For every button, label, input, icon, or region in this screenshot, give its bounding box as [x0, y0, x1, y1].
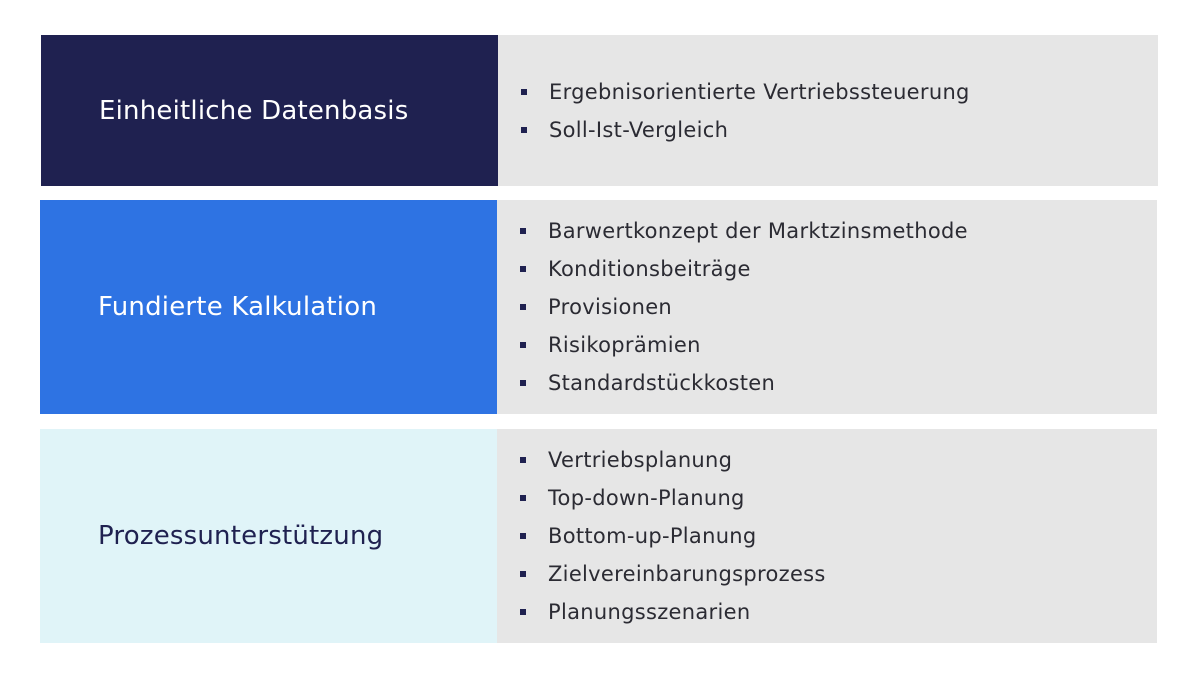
list-item-text: Zielvereinbarungsprozess	[548, 562, 826, 586]
list-item	[520, 479, 1157, 517]
list-item	[520, 555, 1157, 593]
row-prozessunterstuetzung	[40, 429, 1157, 643]
list-item	[520, 212, 1157, 250]
bullet-square-icon	[520, 342, 526, 348]
bullet-square-icon	[520, 609, 526, 615]
list-item	[520, 250, 1157, 288]
bullet-square-icon	[520, 228, 526, 234]
list-item	[521, 111, 1158, 149]
list-item	[520, 441, 1157, 479]
list-item-text: Vertriebsplanung	[548, 448, 733, 472]
bullet-square-icon	[520, 571, 526, 577]
list-item-text: Ergebnisorientierte Vertriebssteuerung	[549, 79, 970, 104]
list-item-text: Barwertkonzept der Marktzinsmethode	[548, 219, 968, 243]
list-item-text: Bottom-up-Planung	[548, 524, 757, 548]
list-item	[520, 517, 1157, 555]
list-item-text: Top-down-Planung	[548, 486, 745, 510]
bullet-square-icon	[520, 380, 526, 386]
bullet-square-icon	[521, 89, 527, 95]
bullet-square-icon	[520, 495, 526, 501]
list-item-text: Planungsszenarien	[548, 600, 751, 624]
bullet-list	[497, 429, 1157, 643]
list-item-text: Soll-Ist-Vergleich	[549, 117, 729, 142]
list-item	[520, 288, 1157, 326]
row-fundierte-kalkulation	[40, 200, 1157, 414]
bullet-square-icon	[520, 266, 526, 272]
row-title: Fundierte Kalkulation	[40, 200, 497, 414]
bullet-square-icon	[520, 457, 526, 463]
row-einheitliche-datenbasis	[41, 35, 1158, 186]
row-title: Einheitliche Datenbasis	[41, 35, 498, 186]
list-item-text: Konditionsbeiträge	[548, 257, 751, 281]
list-item	[520, 326, 1157, 364]
bullet-square-icon	[521, 127, 527, 133]
bullet-square-icon	[520, 304, 526, 310]
list-item	[520, 593, 1157, 631]
bullet-list	[497, 200, 1157, 414]
list-item	[521, 73, 1158, 111]
list-item-text: Risikoprämien	[548, 333, 701, 357]
row-title: Prozessunterstützung	[40, 429, 497, 643]
list-item-text: Provisionen	[548, 295, 673, 319]
list-item-text: Standardstückkosten	[548, 371, 776, 395]
bullet-list	[498, 35, 1158, 186]
bullet-square-icon	[520, 533, 526, 539]
list-item	[520, 364, 1157, 402]
